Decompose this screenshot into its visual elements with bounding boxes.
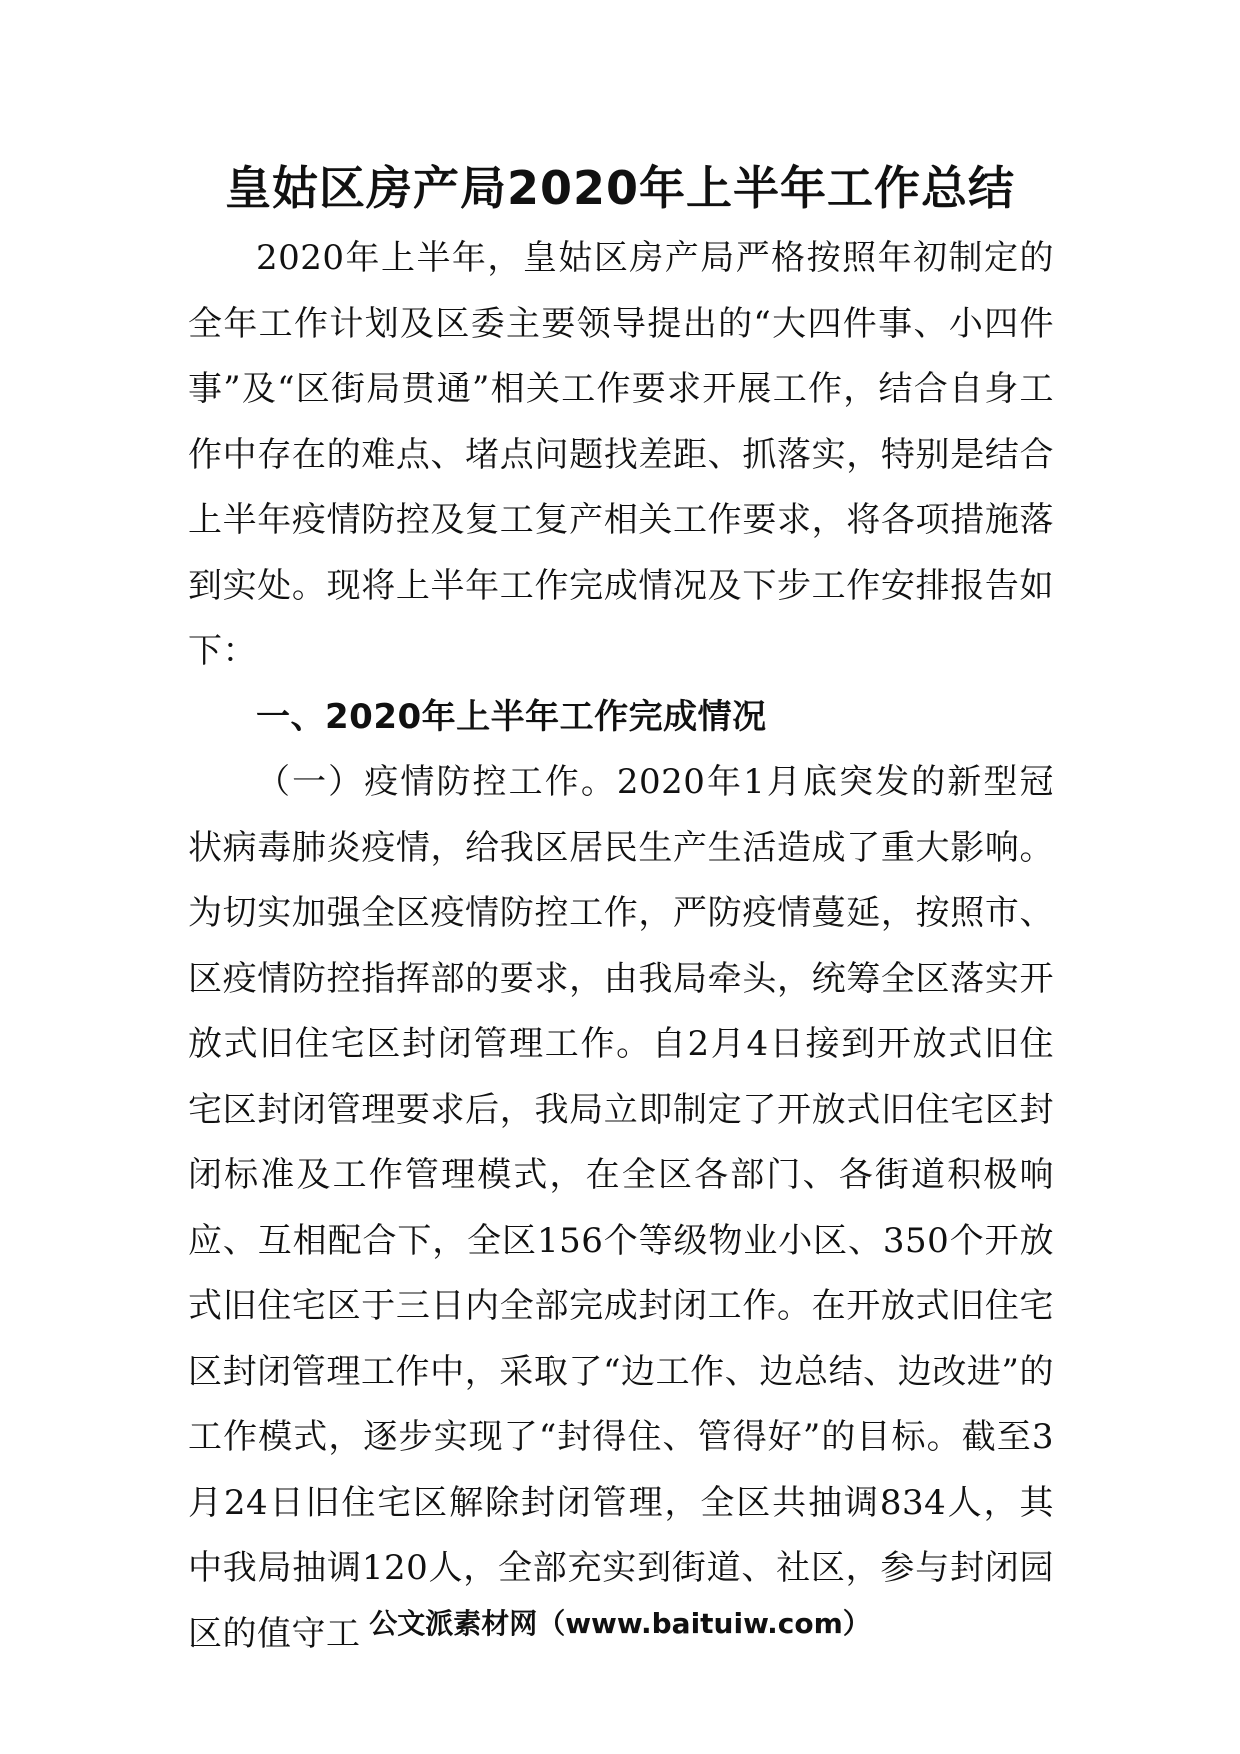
document-title: 皇姑区房产局2020年上半年工作总结 <box>224 161 1016 215</box>
intro-paragraph: 2020年上半年，皇姑区房产局严格按照年初制定的全年工作计划及区委主要领导提出的“大四件事、小四件事”及“区街局贯通”相关工作要求开展工作，结合自身工作中存在的难点、堵点问题找差距、抓落实，特别是结合上半年疫情防控及复工复产相关工作要求，将各项措施落到实处。现将上半年工作完成情况及下步工作安排报告如下： <box>188 238 1054 671</box>
document-body <box>188 226 1054 1667</box>
section-heading: 一、2020年上半年工作完成情况 <box>256 696 767 737</box>
footer-watermark: 公文派素材网（www.baituiw.com） <box>369 1607 871 1640</box>
section-paragraph: （一）疫情防控工作。2020年1月底突发的新型冠状病毒肺炎疫情，给我区居民生产生活造成了重大影响。为切实加强全区疫情防控工作，严防疫情蔓延，按照市、区疫情防控指挥部的要求，由我局牵头，统筹全区落实开放式旧住宅区封闭管理工作。自2月4日接到开放式旧住宅区封闭管理要求后，我局立即制定了开放式旧住宅区封闭标准及工作管理模式，在全区各部门、各街道积极响应、互相配合下，全区156个等级物业小区、350个开放式旧住宅区于三日内全部完成封闭工作。在开放式旧住宅区封闭管理工作中，采取了“边工作、边总结、边改进”的工作模式，逐步实现了“封得住、管得好”的目标。截至3月24日旧住宅区解除封闭管理，全区共抽调834人，其中我局抽调120人，全部充实到街道、社区，参与封闭园区的值守工 <box>188 762 1054 1654</box>
